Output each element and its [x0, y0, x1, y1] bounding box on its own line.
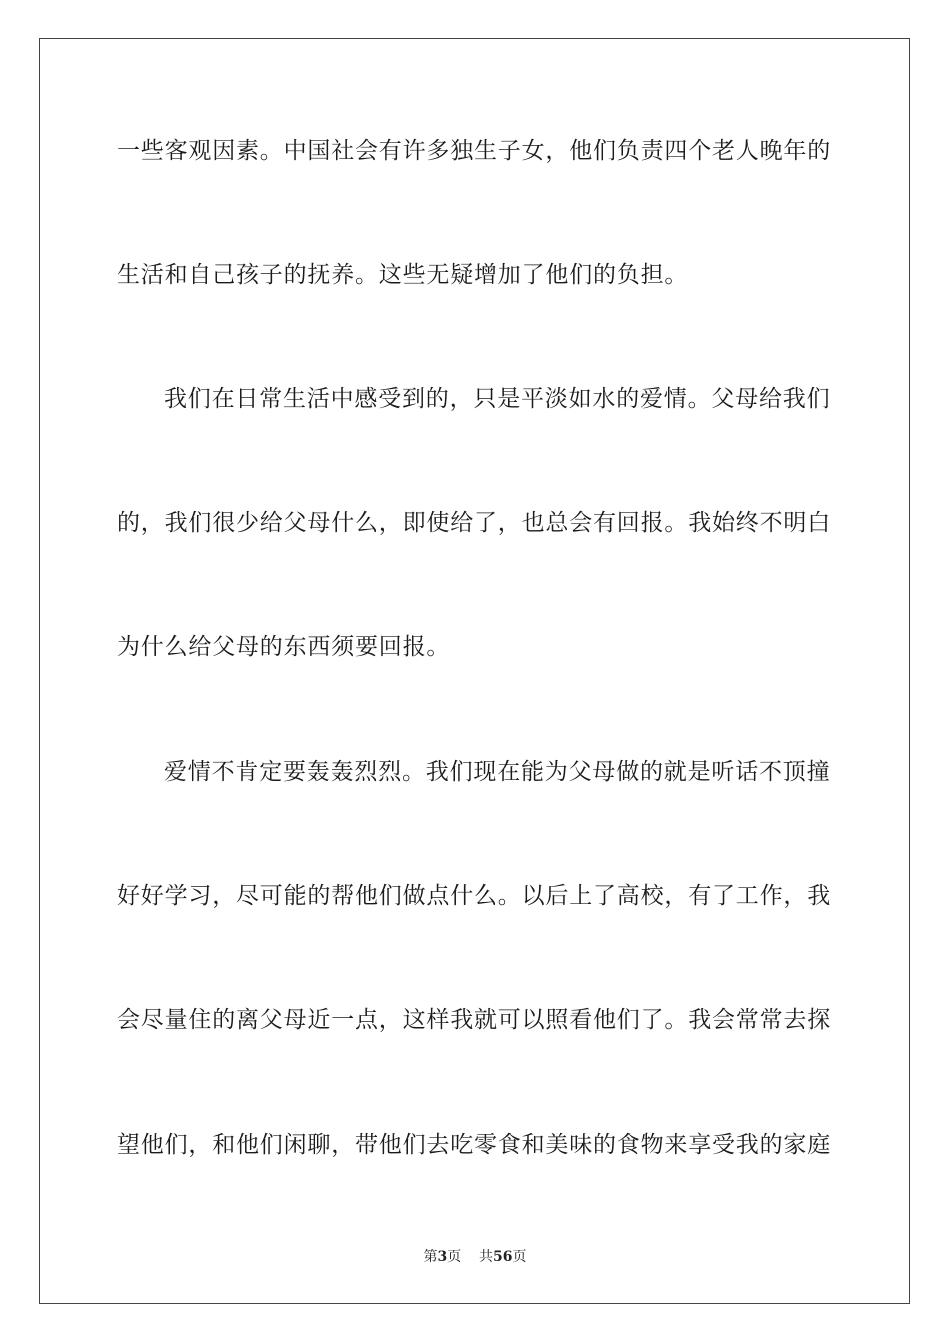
- text-line-9: 望他们，和他们闲聊，带他们去吃零食和美味的食物来享受我的家庭: [117, 1132, 831, 1158]
- page-suffix: 页: [447, 1249, 462, 1265]
- page-border: [39, 38, 910, 1304]
- total-prefix: 共: [479, 1249, 494, 1265]
- text-line-4: 的，我们很少给父母什么，即使给了，也总会有回报。我始终不明白: [117, 510, 831, 536]
- total-pages: 56: [493, 1249, 513, 1265]
- text-line-6: 爱情不肯定要轰轰烈烈。我们现在能为父母做的就是听话不顶撞: [164, 759, 831, 785]
- text-line-7: 好好学习，尽可能的帮他们做点什么。以后上了高校，有了工作，我: [117, 883, 831, 909]
- page-footer: [0, 1247, 950, 1267]
- page-number: 3: [437, 1249, 448, 1265]
- total-suffix: 页: [512, 1249, 527, 1265]
- text-line-8: 会尽量住的离父母近一点，这样我就可以照看他们了。我会常常去探: [117, 1007, 831, 1033]
- page-prefix: 第: [423, 1249, 438, 1265]
- text-line-3: 我们在日常生活中感受到的，只是平淡如水的爱情。父母给我们: [164, 386, 831, 412]
- text-line-5: 为什么给父母的东西须要回报。: [117, 634, 451, 660]
- text-line-2: 生活和自己孩子的抚养。这些无疑增加了他们的负担。: [117, 262, 689, 288]
- text-line-1: 一些客观因素。中国社会有许多独生子女，他们负责四个老人晚年的: [117, 138, 831, 164]
